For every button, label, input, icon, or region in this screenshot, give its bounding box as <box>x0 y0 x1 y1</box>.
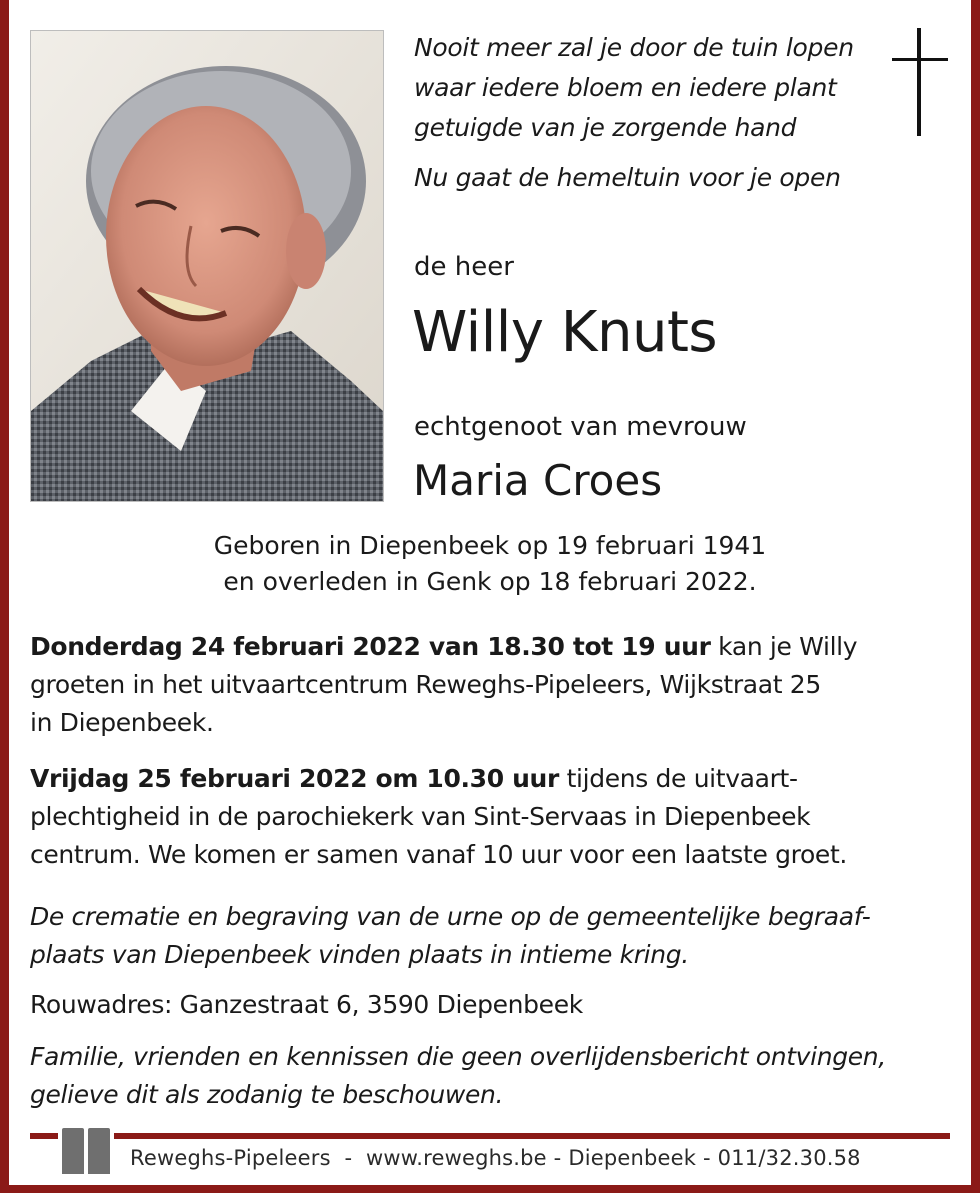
cremation-text: De crematie en begraving van de urne op de gemeentelijke begraaf- <box>30 902 871 931</box>
death-line: en overleden in Genk op 18 februari 2022. <box>223 567 757 596</box>
visitation-text: kan je Willy <box>710 632 858 661</box>
footer-divider <box>30 1133 950 1139</box>
cross-icon <box>890 28 950 138</box>
cremation-text: plaats van Diepenbeek vinden plaats in intieme kring. <box>30 940 689 969</box>
spouse-intro: echtgenoot van mevrouw <box>414 412 747 442</box>
funeral-paragraph <box>30 760 955 874</box>
poem <box>414 28 874 198</box>
visitation-paragraph <box>30 628 955 742</box>
birth-death-info <box>0 528 980 600</box>
notice-text: Familie, vrienden en kennissen die geen overlijdensbericht ontvingen, <box>30 1042 886 1071</box>
mourning-address <box>30 986 955 1024</box>
spouse-name: Maria Croes <box>413 456 663 505</box>
poem-line: waar iedere bloem en iedere plant <box>414 73 837 102</box>
visitation-text: groeten in het uitvaartcentrum Reweghs-Pipeleers, Wijkstraat 25 <box>30 670 821 699</box>
honorific: de heer <box>414 252 514 282</box>
funeral-datetime: Vrijdag 25 februari 2022 om 10.30 uur <box>30 764 559 793</box>
poem-line: Nu gaat de hemeltuin voor je open <box>414 163 841 192</box>
funeral-text: tijdens de uitvaart- <box>558 764 798 793</box>
funeral-text: centrum. We komen er samen vanaf 10 uur voor een laatste groet. <box>30 840 847 869</box>
visitation-datetime: Donderdag 24 februari 2022 van 18.30 tot 19 uur <box>30 632 711 661</box>
visitation-text: in Diepenbeek. <box>30 708 214 737</box>
funeral-text: plechtigheid in de parochiekerk van Sint-Servaas in Diepenbeek <box>30 802 811 831</box>
footer-contact: Reweghs-Pipeleers - www.reweghs.be - Diepenbeek - 011/32.30.58 <box>130 1146 861 1170</box>
birth-line: Geboren in Diepenbeek op 19 februari 1941 <box>213 531 767 560</box>
poem-line: getuigde van je zorgende hand <box>414 113 797 142</box>
notice-paragraph <box>30 1038 955 1114</box>
border-bottom <box>0 1185 980 1193</box>
portrait-photo <box>30 30 384 502</box>
notice-text: gelieve dit als zodanig te beschouwen. <box>30 1080 504 1109</box>
poem-line: Nooit meer zal je door de tuin lopen <box>414 33 854 62</box>
funeral-home-logo-icon <box>58 1124 114 1176</box>
deceased-name: Willy Knuts <box>412 300 718 365</box>
cremation-paragraph <box>30 898 955 974</box>
address-text: Rouwadres: Ganzestraat 6, 3590 Diepenbeek <box>30 990 583 1019</box>
